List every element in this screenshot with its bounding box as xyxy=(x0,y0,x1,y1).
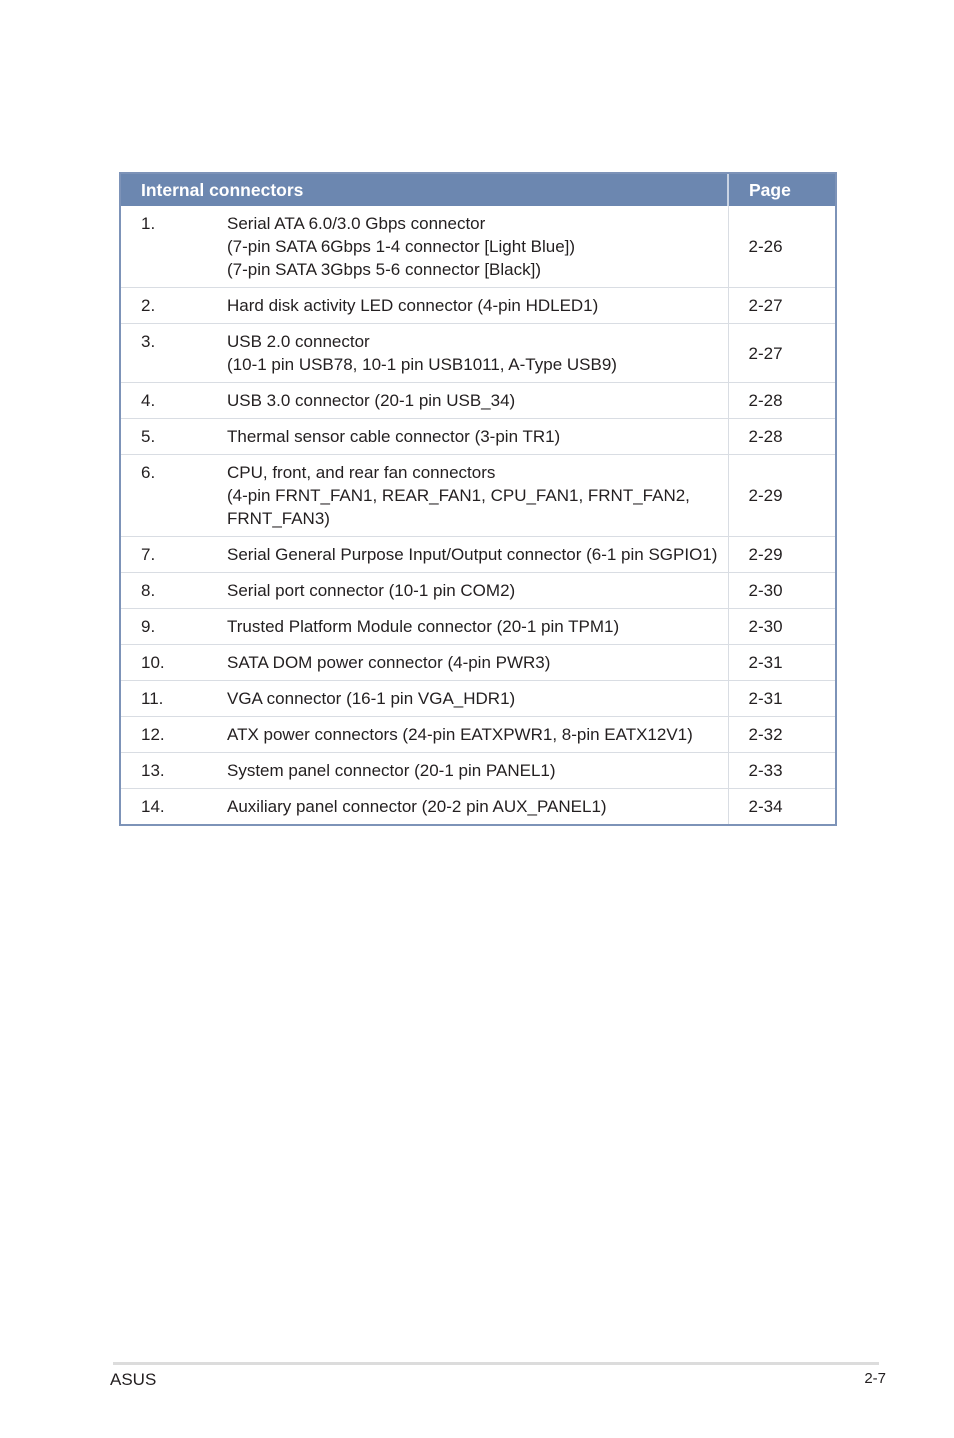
description-line: Auxiliary panel connector (20-2 pin AUX_PANEL1) xyxy=(227,797,607,816)
row-description xyxy=(207,717,728,753)
footer-page-number: 2-7 xyxy=(864,1370,886,1387)
row-page: 2-29 xyxy=(728,455,835,537)
row-number: 10. xyxy=(121,645,207,681)
description-line: USB 2.0 connector xyxy=(227,332,370,351)
row-description xyxy=(207,288,728,324)
table-row xyxy=(121,609,835,645)
row-number: 5. xyxy=(121,419,207,455)
description-line: USB 3.0 connector (20-1 pin USB_34) xyxy=(227,391,516,410)
row-description xyxy=(207,609,728,645)
table-row xyxy=(121,455,835,537)
connectors-table xyxy=(119,172,837,826)
connectors-table-grid xyxy=(121,174,835,824)
footer-divider xyxy=(113,1362,879,1365)
description-line: System panel connector (20-1 pin PANEL1) xyxy=(227,761,556,780)
description-line: VGA connector (16-1 pin VGA_HDR1) xyxy=(227,689,516,708)
row-number: 8. xyxy=(121,573,207,609)
description-line: Serial General Purpose Input/Output connector (6-1 pin SGPIO1) xyxy=(227,545,718,564)
table-row xyxy=(121,789,835,825)
table-header-row xyxy=(121,174,835,206)
description-line: SATA DOM power connector (4-pin PWR3) xyxy=(227,653,551,672)
row-number: 7. xyxy=(121,537,207,573)
description-line: ATX power connectors (24-pin EATXPWR1, 8-pin EATX12V1) xyxy=(227,725,693,744)
row-page: 2-34 xyxy=(728,789,835,825)
row-page: 2-29 xyxy=(728,537,835,573)
row-page: 2-27 xyxy=(728,324,835,383)
row-number: 12. xyxy=(121,717,207,753)
row-number: 4. xyxy=(121,383,207,419)
description-line: Trusted Platform Module connector (20-1 pin TPM1) xyxy=(227,617,620,636)
description-line: Thermal sensor cable connector (3-pin TR1) xyxy=(227,427,561,446)
table-row xyxy=(121,537,835,573)
table-row xyxy=(121,645,835,681)
row-page: 2-30 xyxy=(728,573,835,609)
description-line: Serial port connector (10-1 pin COM2) xyxy=(227,581,516,600)
row-description xyxy=(207,455,728,537)
description-line: (7-pin SATA 3Gbps 5-6 connector [Black]) xyxy=(227,260,542,279)
row-description xyxy=(207,383,728,419)
table-body xyxy=(121,206,835,824)
description-line: Serial ATA 6.0/3.0 Gbps connector xyxy=(227,214,486,233)
row-number: 13. xyxy=(121,753,207,789)
row-description xyxy=(207,753,728,789)
row-number: 3. xyxy=(121,324,207,383)
description-line: (7-pin SATA 6Gbps 1-4 connector [Light Blue]) xyxy=(227,237,576,256)
row-number: 2. xyxy=(121,288,207,324)
row-description xyxy=(207,537,728,573)
table-row xyxy=(121,206,835,288)
table-row xyxy=(121,383,835,419)
description-line: Hard disk activity LED connector (4-pin HDLED1) xyxy=(227,296,599,315)
row-number: 11. xyxy=(121,681,207,717)
row-description xyxy=(207,645,728,681)
row-page: 2-31 xyxy=(728,645,835,681)
table-row xyxy=(121,288,835,324)
row-description xyxy=(207,324,728,383)
row-page: 2-28 xyxy=(728,419,835,455)
row-page: 2-30 xyxy=(728,609,835,645)
row-description xyxy=(207,206,728,288)
table-row xyxy=(121,324,835,383)
row-page: 2-27 xyxy=(728,288,835,324)
row-number: 14. xyxy=(121,789,207,825)
description-line: CPU, front, and rear fan connectors xyxy=(227,463,496,482)
row-number: 9. xyxy=(121,609,207,645)
row-number: 1. xyxy=(141,214,156,233)
table-row xyxy=(121,717,835,753)
row-page: 2-26 xyxy=(728,206,835,288)
description-line: FRNT_FAN3) xyxy=(227,509,330,528)
row-page: 2-28 xyxy=(728,383,835,419)
row-description xyxy=(207,573,728,609)
table-row xyxy=(121,753,835,789)
header-internal-connectors: Internal connectors xyxy=(121,174,728,206)
table-row xyxy=(121,419,835,455)
row-page: 2-31 xyxy=(728,681,835,717)
row-description xyxy=(207,419,728,455)
table-row xyxy=(121,681,835,717)
table-row xyxy=(121,573,835,609)
description-line: (4-pin FRNT_FAN1, REAR_FAN1, CPU_FAN1, FRNT_FAN2, xyxy=(227,486,690,505)
header-page: Page xyxy=(728,174,835,206)
row-description xyxy=(207,789,728,825)
description-line: (10-1 pin USB78, 10-1 pin USB1011, A-Type USB9) xyxy=(227,355,617,374)
row-number: 6. xyxy=(121,455,207,537)
footer-brand: ASUS xyxy=(110,1370,157,1389)
row-page: 2-32 xyxy=(728,717,835,753)
row-page: 2-33 xyxy=(728,753,835,789)
row-description xyxy=(207,681,728,717)
